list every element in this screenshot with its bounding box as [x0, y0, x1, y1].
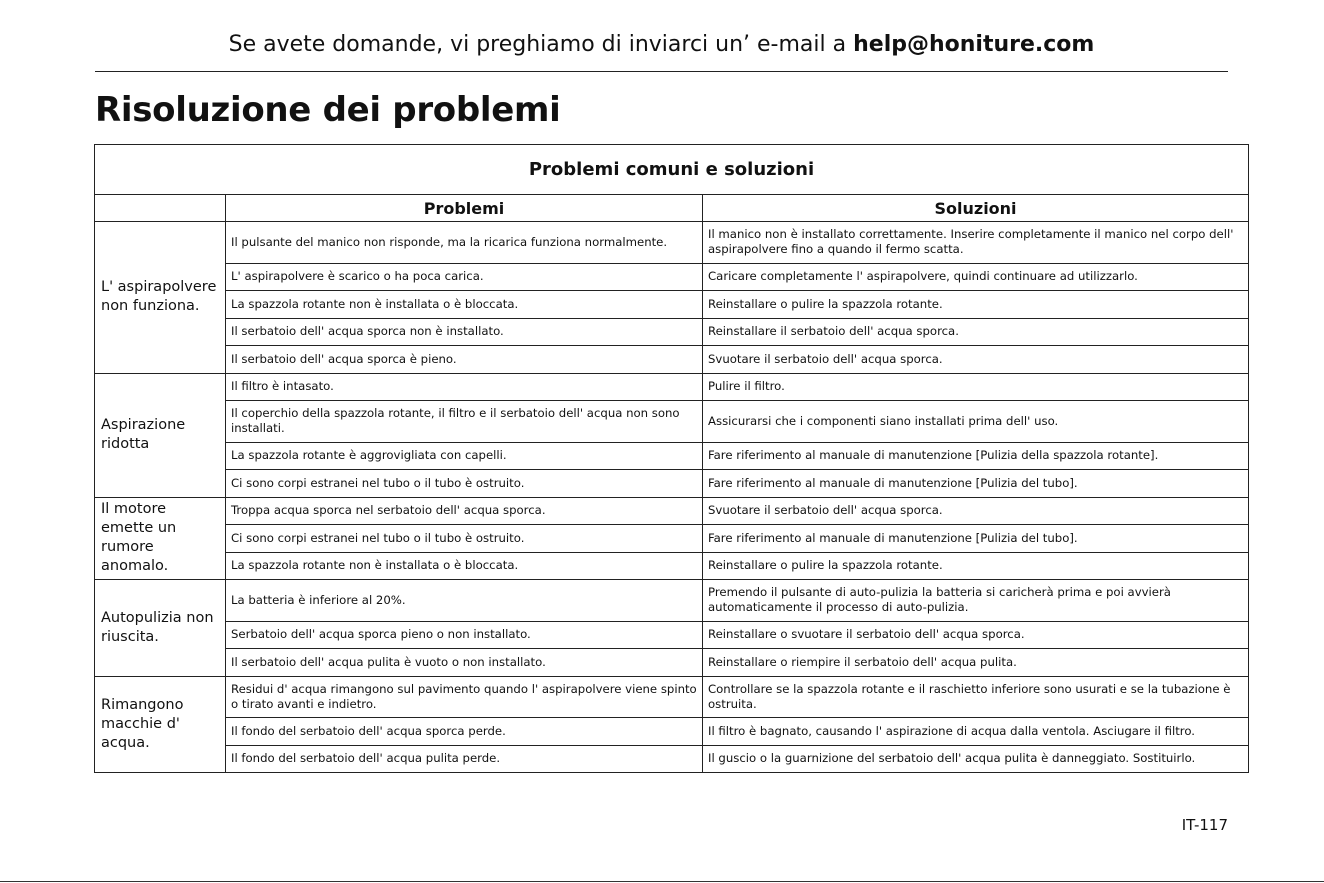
problem-cell: La spazzola rotante non è installata o è bloccata.	[226, 291, 703, 319]
problem-cell: Il serbatoio dell' acqua pulita è vuoto o non installato.	[226, 649, 703, 677]
page-title: Risoluzione dei problemi	[95, 90, 561, 130]
problem-cell: Il pulsante del manico non risponde, ma la ricarica funziona normalmente.	[226, 222, 703, 264]
problem-cell: Serbatoio dell' acqua sporca pieno o non installato.	[226, 621, 703, 649]
problem-cell: L' aspirapolvere è scarico o ha poca carica.	[226, 263, 703, 291]
problem-cell: Il fondo del serbatoio dell' acqua pulita perde.	[226, 745, 703, 773]
problem-cell: Residui d' acqua rimangono sul pavimento quando l' aspirapolvere viene spinto o tirato avanti e indietro.	[226, 676, 703, 718]
troubleshooting-table-container	[94, 144, 1248, 773]
problem-cell: Il filtro è intasato.	[226, 373, 703, 401]
solution-cell: Reinstallare il serbatoio dell' acqua sporca.	[703, 318, 1249, 346]
solution-cell: Pulire il filtro.	[703, 373, 1249, 401]
category-column-header	[95, 195, 226, 222]
solution-cell: Premendo il pulsante di auto-pulizia la batteria si caricherà prima e poi avvierà automaticamente il processo di auto-pulizia.	[703, 580, 1249, 622]
problem-cell: La spazzola rotante non è installata o è bloccata.	[226, 552, 703, 580]
solution-cell: Controllare se la spazzola rotante e il raschietto inferiore sono usurati e se la tubazione è ostruita.	[703, 676, 1249, 718]
table-row	[95, 470, 1249, 498]
problem-cell: Ci sono corpi estranei nel tubo o il tubo è ostruito.	[226, 525, 703, 553]
solution-cell: Fare riferimento al manuale di manutenzione [Pulizia del tubo].	[703, 470, 1249, 498]
table-row	[95, 318, 1249, 346]
solutions-column-header: Soluzioni	[703, 195, 1249, 222]
table-row	[95, 621, 1249, 649]
table-row	[95, 649, 1249, 677]
bottom-divider	[0, 881, 1324, 882]
table-row	[95, 222, 1249, 264]
table-heading-row	[95, 145, 1249, 195]
troubleshooting-table	[94, 144, 1249, 773]
table-row	[95, 745, 1249, 773]
problem-cell: Il coperchio della spazzola rotante, il filtro e il serbatoio dell' acqua non sono installati.	[226, 401, 703, 443]
contact-line	[95, 32, 1228, 57]
table-row	[95, 401, 1249, 443]
table-row	[95, 676, 1249, 718]
solution-cell: Svuotare il serbatoio dell' acqua sporca.	[703, 346, 1249, 374]
category-cell: Autopulizia non riuscita.	[95, 580, 226, 677]
problem-cell: Il fondo del serbatoio dell' acqua sporca perde.	[226, 718, 703, 746]
solution-cell: Il manico non è installato correttamente. Inserire completamente il manico nel corpo dell' aspirapolvere fino a quando il fermo scatta.	[703, 222, 1249, 264]
problem-cell: Il serbatoio dell' acqua sporca è pieno.	[226, 346, 703, 374]
category-cell: Il motore emette un rumore anomalo.	[95, 497, 226, 580]
solution-cell: Assicurarsi che i componenti siano installati prima dell' uso.	[703, 401, 1249, 443]
table-row	[95, 291, 1249, 319]
solution-cell: Svuotare il serbatoio dell' acqua sporca.	[703, 497, 1249, 525]
category-cell: Rimangono macchie d' acqua.	[95, 676, 226, 773]
table-row	[95, 580, 1249, 622]
category-cell: Aspirazione ridotta	[95, 373, 226, 497]
table-row	[95, 718, 1249, 746]
page-number: IT-117	[1181, 816, 1228, 834]
table-row	[95, 497, 1249, 525]
solution-cell: Reinstallare o riempire il serbatoio dell' acqua pulita.	[703, 649, 1249, 677]
table-row	[95, 346, 1249, 374]
problem-cell: La spazzola rotante è aggrovigliata con capelli.	[226, 442, 703, 470]
problem-cell: La batteria è inferiore al 20%.	[226, 580, 703, 622]
solution-cell: Il filtro è bagnato, causando l' aspirazione di acqua dalla ventola. Asciugare il filtro.	[703, 718, 1249, 746]
header-divider	[95, 71, 1228, 72]
table-heading: Problemi comuni e soluzioni	[95, 145, 1249, 195]
solution-cell: Reinstallare o pulire la spazzola rotante.	[703, 552, 1249, 580]
solution-cell: Reinstallare o svuotare il serbatoio dell' acqua sporca.	[703, 621, 1249, 649]
contact-email[interactable]: help@honiture.com	[853, 32, 1095, 57]
table-row	[95, 263, 1249, 291]
solution-cell: Caricare completamente l' aspirapolvere, quindi continuare ad utilizzarlo.	[703, 263, 1249, 291]
solution-cell: Fare riferimento al manuale di manutenzione [Pulizia del tubo].	[703, 525, 1249, 553]
solution-cell: Il guscio o la guarnizione del serbatoio dell' acqua pulita è danneggiato. Sostituirlo.	[703, 745, 1249, 773]
table-row	[95, 552, 1249, 580]
table-row	[95, 442, 1249, 470]
solution-cell: Fare riferimento al manuale di manutenzione [Pulizia della spazzola rotante].	[703, 442, 1249, 470]
contact-text: Se avete domande, vi preghiamo di inviarci un’ e-mail a	[228, 32, 854, 57]
solution-cell: Reinstallare o pulire la spazzola rotante.	[703, 291, 1249, 319]
table-body	[95, 222, 1249, 773]
problem-cell: Ci sono corpi estranei nel tubo o il tubo è ostruito.	[226, 470, 703, 498]
problem-cell: Troppa acqua sporca nel serbatoio dell' acqua sporca.	[226, 497, 703, 525]
category-cell: L' aspirapolvere non funziona.	[95, 222, 226, 374]
problem-cell: Il serbatoio dell' acqua sporca non è installato.	[226, 318, 703, 346]
column-header-row	[95, 195, 1249, 222]
problems-column-header: Problemi	[226, 195, 703, 222]
table-row	[95, 373, 1249, 401]
table-row	[95, 525, 1249, 553]
